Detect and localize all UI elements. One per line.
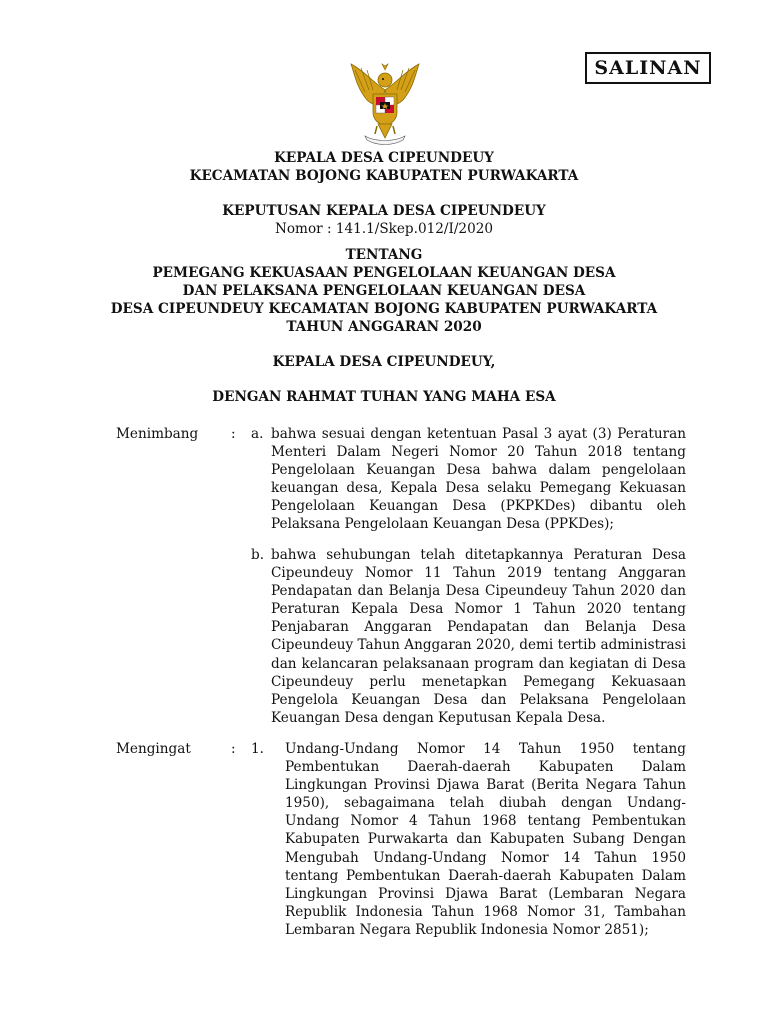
subject-tentang: TENTANG	[345, 247, 423, 263]
header-title: KEPALA DESA CIPEUNDEUY	[274, 150, 494, 166]
mengingat-colon: :	[231, 741, 236, 757]
header-subtitle: KECAMATAN BOJONG KABUPATEN PURWAKARTA	[189, 168, 579, 184]
menimbang-colon: :	[231, 426, 236, 442]
subject-line-1: PEMEGANG KEKUASAAN PENGELOLAAN KEUANGAN DESA	[152, 265, 616, 281]
mengingat-1-marker: 1.	[251, 741, 264, 757]
menimbang-a-text: bahwa sesuai dengan ketentuan Pasal 3 ayat (3) Peraturan Menteri Dalam Negeri Nomor 20 Tahun 2018 tentang Pengelolaan Keuangan Desa bahwa dalam pengelolaan keuangan desa, Kepala Desa selaku Pemegang Kekuasan Pengelolaan Keuangan Desa (PKPKDes) dibantu oleh Pelaksana Pengelolaan Keuangan Desa (PPKDes);	[271, 426, 686, 533]
mengingat-label: Mengingat	[116, 741, 191, 757]
invocation-heading: DENGAN RAHMAT TUHAN YANG MAHA ESA	[212, 389, 556, 405]
salinan-stamp: SALINAN	[585, 52, 711, 84]
menimbang-b-text: bahwa sehubungan telah ditetapkannya Peraturan Desa Cipeundeuy Nomor 11 Tahun 2019 tentang Anggaran Pendapatan dan Belanja Desa Cipeundeuy Tahun 2020 dan Peraturan Kepala Desa Nomor 1 Tahun 2020 tentang Penjabaran Anggaran Pendapatan dan Belanja Desa Cipeundeuy Tahun Anggaran 2020, demi tertib administrasi dan kelancaran pelaksanaan program dan kegiatan di Desa Cipeundeuy perlu menetapkan Pemegang Kekuasaan Pengelola Keuangan Desa dan Pelaksana Pengelolaan Keuangan Desa dengan Keputusan Kepala Desa.	[271, 547, 686, 726]
decree-title: KEPUTUSAN KEPALA DESA CIPEUNDEUY	[222, 203, 546, 219]
garuda-pancasila-emblem-icon	[345, 60, 425, 148]
menimbang-label: Menimbang	[116, 426, 199, 442]
menimbang-b-marker: b.	[251, 547, 265, 563]
authority-heading: KEPALA DESA CIPEUNDEUY,	[272, 354, 496, 370]
subject-line-3: DESA CIPEUNDEUY KECAMATAN BOJONG KABUPATEN PURWAKARTA	[110, 301, 658, 317]
mengingat-1-text: Undang-Undang Nomor 14 Tahun 1950 tentang Pembentukan Daerah-daerah Kabupaten Dalam Lingkungan Provinsi Djawa Barat (Berita Negara Tahun 1950), sebagaimana telah diubah dengan Undang-Undang Nomor 4 Tahun 1968 tentang Pembentukan Kabupaten Purwakarta dan Kabupaten Subang Dengan Mengubah Undang-Undang Nomor 14 Tahun 1950 tentang Pembentukan Daerah-daerah Kabupaten Dalam Lingkungan Provinsi Djawa Barat (Lembaran Negara Republik Indonesia Tahun 1968 Nomor 31, Tambahan Lembaran Negara Republik Indonesia Nomor 2851);	[285, 741, 686, 938]
subject-line-2: DAN PELAKSANA PENGELOLAAN KEUANGAN DESA	[182, 283, 586, 299]
menimbang-a-marker: a.	[251, 426, 264, 442]
decree-number: Nomor : 141.1/Skep.012/I/2020	[274, 221, 494, 237]
subject-line-4: TAHUN ANGGARAN 2020	[286, 319, 482, 335]
